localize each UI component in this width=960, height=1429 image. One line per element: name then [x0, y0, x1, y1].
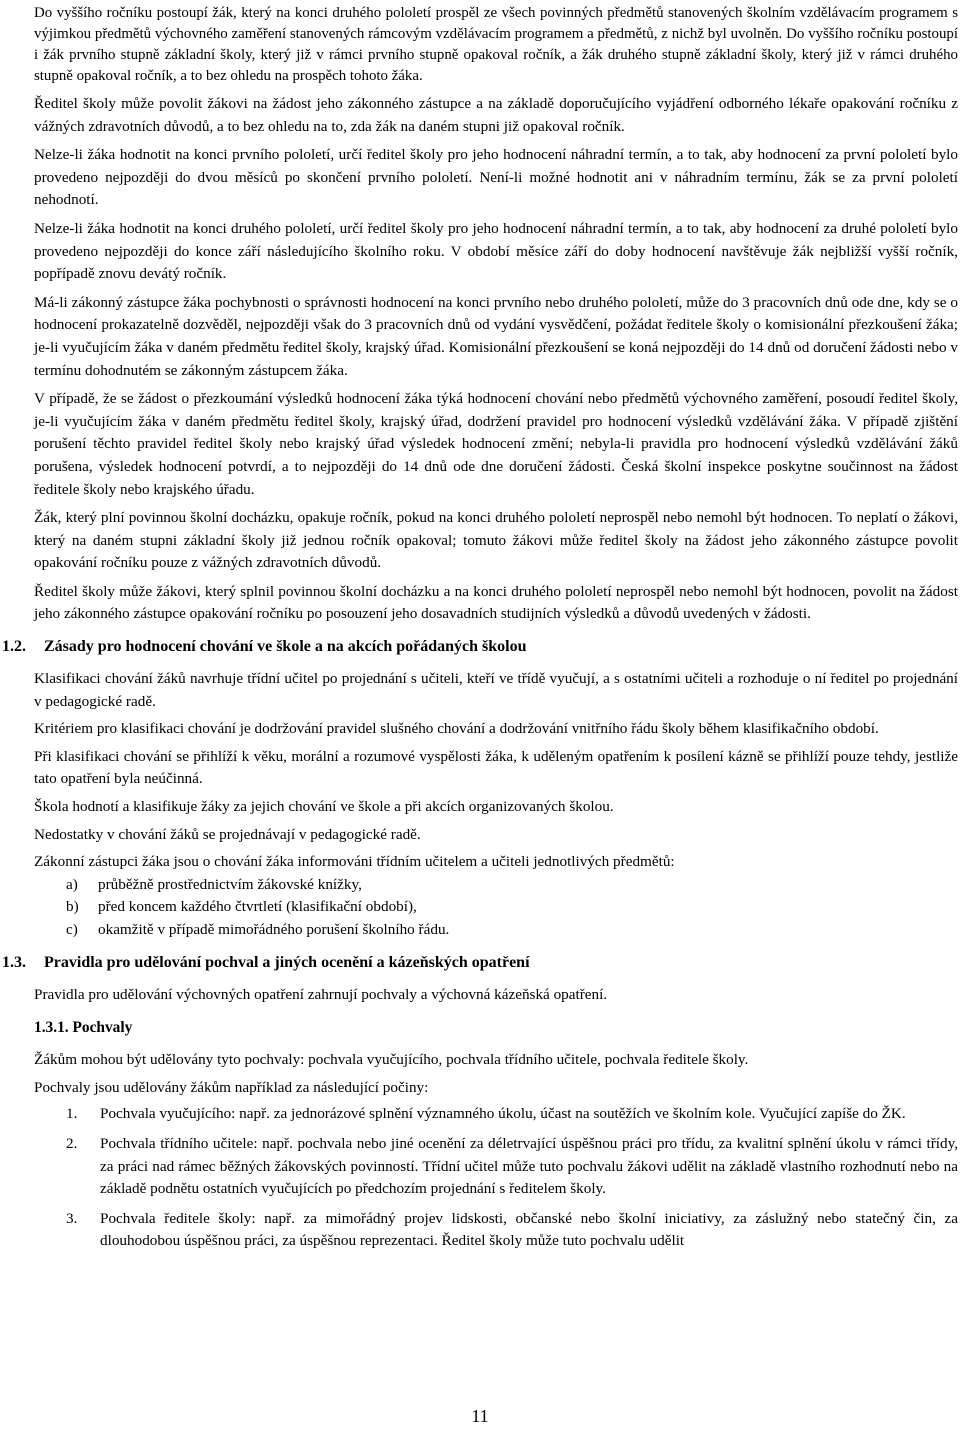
list-item — [34, 896, 958, 919]
section-title: Pravidla pro udělování pochval a jiných ocenění a kázeňských opatření — [44, 953, 530, 971]
section-title: Zásady pro hodnocení chování ve škole a na akcích pořádaných školou — [44, 638, 527, 656]
paragraph-rules-intro: Pravidla pro udělování výchovných opatření zahrnují pochvaly a výchovná kázeňská opatření. — [34, 985, 608, 1003]
paragraph-repeat-health: Ředitel školy může povolit žákovi na žádost jeho zákonného zástupce a na základě doporučujícího vyjádření odborného lékaře opakování ročníku z vážných zdravotních důvodů, a to bez ohledu na to, zda žák na daném stupni již opakoval ročník. — [34, 95, 958, 135]
paragraph-praise-types: Žákům mohou být udělovány tyto pochvaly: pochvala vyučujícího, pochvala třídního učitele, pochvala ředitele školy. — [34, 1051, 749, 1069]
list-text: před koncem každého čtvrtletí (klasifikační období), — [98, 898, 417, 916]
informing-list — [34, 874, 958, 942]
section-heading-1-3 — [2, 952, 926, 974]
list-item — [34, 1133, 958, 1201]
list-item — [34, 874, 958, 897]
document-page — [2, 0, 958, 1253]
paragraph-behavior-school: Škola hodnotí a klasifikuje žáky za jejich chování ve škole a při akcích organizovaných školou. — [34, 798, 614, 816]
paragraph-review-behavior: V případě, že se žádost o přezkoumání výsledků hodnocení žáka týká hodnocení chování nebo předmětů výchovného zaměření, posoudí ředitel školy, je-li vyučujícím žáka v daném předmětu ředitel školy, krajský úřad, dodržení pravidel pro hodnocení výsledků vzdělávání žáka. V případě zjištění porušení těchto pravidel ředitel školy nebo krajský úřad výsledek hodnocení změní; nebyla-li pravidla pro hodnocení výsledků vzdělávání žáků porušena, výsledek hodnocení potvrdí, a to nejpozději do 14 dnů ode dne doručení žádosti. Česká školní inspekce poskytne součinnost na žádost ředitele školy nebo krajského úřadu. — [34, 390, 958, 498]
paragraph-review-request: Má-li zákonný zástupce žáka pochybnosti o správnosti hodnocení na konci prvního nebo druhého pololetí, může do 3 pracovních dnů ode dne, kdy se o hodnocení prokazatelně dozvěděl, nejpozději však do 3 pracovních dnů od vydání vysvědčení, požádat ředitele školy o komisionální přezkoušení žáka; je-li vyučujícím žáka v daném předmětu ředitel školy, krajský úřad. Komisionální přezkoušení se koná nejpozději do 14 dnů od doručení žádosti nebo v termínu dohodnutém se zákonným zástupcem žáka. — [34, 293, 958, 379]
list-item — [34, 1103, 958, 1126]
page-number: 11 — [471, 1406, 489, 1426]
paragraph-behavior-informing: Zákonní zástupci žáka jsou o chování žáka informováni třídním učitelem a učiteli jednotlivých předmětů: — [34, 853, 675, 871]
list-text: Pochvala ředitele školy: např. za mimořádný projev lidskosti, občanské nebo školní iniciativy, za záslužný nebo statečný čin, za dlouhodobou úspěšnou práci, za úspěšnou reprezentaci. Ředitel školy může tuto pochvalu udělit — [100, 1209, 958, 1250]
section-heading-1-2 — [2, 636, 926, 658]
list-marker: c) — [66, 921, 78, 938]
subsection-heading-pochvaly: 1.3.1. Pochvaly — [34, 1019, 133, 1037]
paragraph-second-term: Nelze-li žáka hodnotit na konci druhého pololetí, určí ředitel školy pro jeho hodnocení náhradní termín, a to tak, aby hodnocení za druhé pololetí bylo provedeno nejpozději do konce září následujícího školního roku. V období měsíce září do doby hodnocení navštěvuje žák nejbližší vyšší ročník, popřípadě znovu devátý ročník. — [34, 219, 958, 283]
paragraph-behavior-deficiencies: Nedostatky v chování žáků se projednávají v pedagogické radě. — [34, 825, 421, 843]
section-number: 1.2. — [2, 638, 26, 656]
list-text: Pochvala vyučujícího: např. za jednorázové splnění významného úkolu, účast na soutěžích ve školním kole. Vyučující zapíše do ŽK. — [100, 1105, 906, 1123]
paragraph-promotion: Do vyššího ročníku postoupí žák, který na konci druhého pololetí prospěl ze všech povinných předmětů stanovených školním vzdělávacím programem s výjimkou předmětů výchovného zaměření stanovených rámcovým vzdělávacím programem a předmětů, z nichž byl uvolněn. Do vyššího ročníku postoupí i žák prvního stupně základní školy, který již v rámci prvního stupně opakoval ročník, a žák druhého stupně základní školy, který již v rámci druhého stupně opakoval ročník, a to bez ohledu na prospěch tohoto žáka. — [34, 5, 958, 84]
list-marker: 3. — [66, 1209, 78, 1227]
paragraph-praise-reasons: Pochvaly jsou udělovány žákům například za následující počiny: — [34, 1078, 429, 1096]
list-text: průběžně prostřednictvím žákovské knížky, — [98, 875, 362, 893]
praise-list — [34, 1103, 958, 1253]
list-text: Pochvala třídního učitele: např. pochvala nebo jiné ocenění za déletrvající úspěšnou práci pro třídu, za kvalitní splnění úkolu v rámci třídy, za práci nad rámec běžných žákovských povinností. Třídní učitel může tuto pochvalu žákovi udělit na základě vlastního rozhodnutí nebo na základě podnětu ostatních vyučujících po předchozím projednání s ředitelem školy. — [100, 1134, 958, 1198]
list-marker: a) — [66, 875, 78, 893]
paragraph-first-term: Nelze-li žáka hodnotit na konci prvního pololetí, určí ředitel školy pro jeho hodnocení náhradní termín, a to tak, aby hodnocení za první pololetí bylo provedeno nejpozději do dvou měsíců po skončení prvního pololetí. Není-li možné hodnotit ani v náhradním termínu, žák se za první pololetí nehodnotí. — [34, 146, 958, 209]
list-item — [34, 919, 958, 942]
section-number: 1.3. — [2, 953, 26, 971]
list-marker: 2. — [66, 1134, 78, 1152]
list-item — [34, 1208, 958, 1253]
paragraph-behavior-age: Při klasifikaci chování se přihlíží k věku, morální a rozumové vyspělosti žáka, k uděleným opatřením k posílení kázně se přihlíží pouze tehdy, jestliže tato opatření byla neúčinná. — [34, 747, 958, 788]
paragraph-behavior-classification: Klasifikaci chování žáků navrhuje třídní učitel po projednání s učiteli, kteří ve třídě vyučují, a s ostatními učiteli a rozhoduje o ní ředitel po projednání v pedagogické radě. — [34, 670, 958, 710]
paragraph-repeat-permission: Ředitel školy může žákovi, který splnil povinnou školní docházku a na konci druhého pololetí neprospěl nebo nemohl být hodnocen, povolit na žádost jeho zákonného zástupce opakování ročníku po posouzení jeho dosavadních studijních výsledků a důvodů uvedených v žádosti. — [34, 582, 958, 623]
paragraph-repeat-year: Žák, který plní povinnou školní docházku, opakuje ročník, pokud na konci druhého pololetí neprospěl nebo nemohl být hodnocen. To neplatí o žákovi, který na daném stupni základní školy již jednou ročník opakoval; tomuto žákovi může ředitel školy na žádost jeho zákonného zástupce povolit opakování ročníku pouze z vážných zdravotních důvodů. — [34, 509, 958, 572]
paragraph-behavior-criterion: Kritériem pro klasifikaci chování je dodržování pravidel slušného chování a dodržování vnitřního řádu školy během klasifikačního období. — [34, 720, 879, 738]
list-marker: b) — [66, 898, 79, 916]
list-marker: 1. — [66, 1105, 78, 1123]
list-text: okamžitě v případě mimořádného porušení školního řádu. — [98, 921, 450, 938]
